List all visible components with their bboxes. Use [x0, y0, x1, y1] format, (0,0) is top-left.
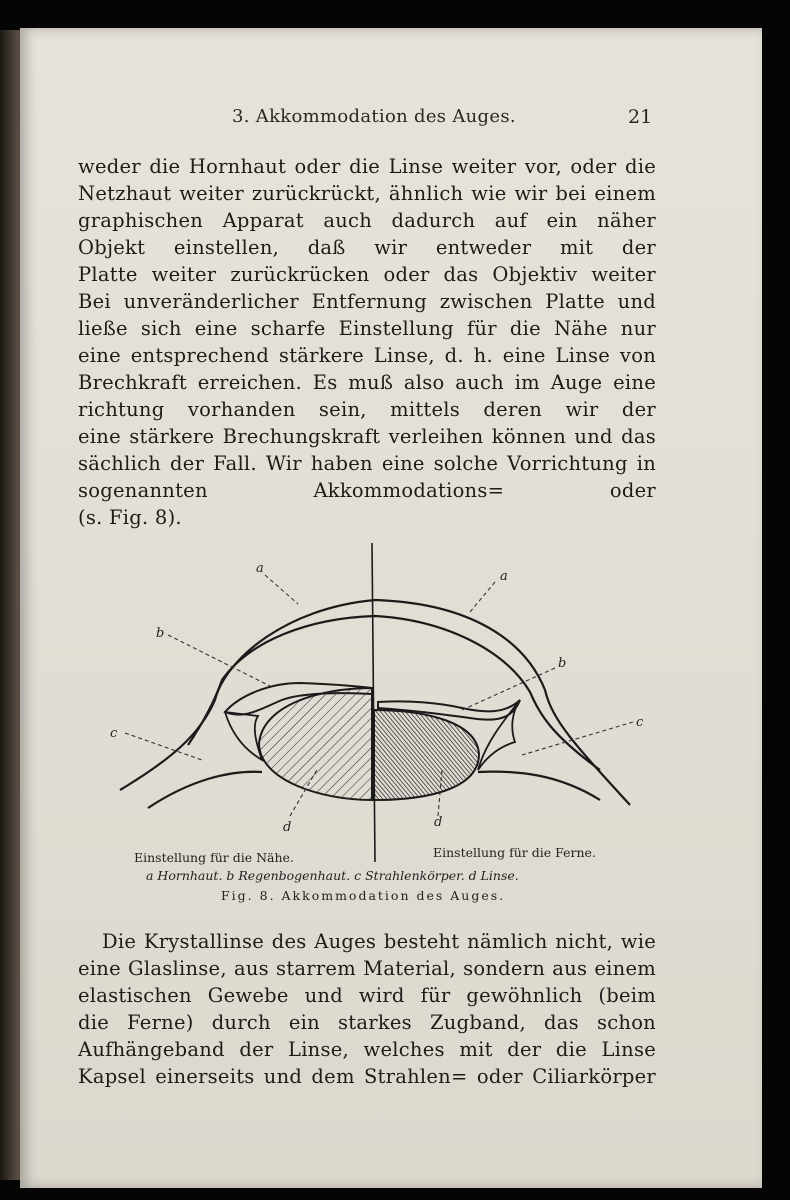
text-line: Objekt einstellen, daß wir entweder mit der: [78, 236, 656, 259]
text-line: Netzhaut weiter zurückrückt, ähnlich wie wir bei einem: [78, 182, 656, 205]
figure-title: Fig. 8. Akkommodation des Auges.: [221, 888, 506, 903]
caption-far-focus: Einstellung für die Ferne.: [433, 845, 596, 860]
caption-near-focus: Einstellung für die Nähe.: [134, 850, 294, 865]
text-line: ließe sich eine scharfe Einstellung für die Nähe nur: [78, 317, 656, 340]
leader-a-left: [265, 575, 298, 604]
text-line: eine stärkere Brechungskraft verleihen können und das: [78, 425, 656, 448]
label-b-right: b: [558, 656, 567, 671]
text-line: Die Krystallinse des Auges besteht nämlich nicht, wie: [102, 930, 656, 953]
text-line: Platte weiter zurückrücken oder das Objektiv weiter: [78, 263, 656, 286]
label-d-left: d: [283, 820, 292, 835]
leader-b-left: [168, 635, 270, 686]
text-line: graphischen Apparat auch dadurch auf ein näher: [78, 209, 656, 232]
text-line: Aufhängeband der Linse, welches mit der die Linse: [78, 1038, 656, 1061]
leader-a-right: [470, 582, 495, 612]
text-line: sächlich der Fall. Wir haben eine solche Vorrichtung in: [78, 452, 656, 475]
label-c-right: c: [636, 715, 644, 730]
label-b-left: b: [156, 626, 165, 641]
page-number: 21: [628, 106, 653, 128]
label-a-left: a: [256, 561, 264, 576]
text-line: elastischen Gewebe und wird für gewöhnlich (beim: [78, 984, 656, 1007]
text-line: (s. Fig. 8).: [78, 506, 182, 529]
running-header-title: 3. Akkommodation des Auges.: [232, 106, 516, 127]
lens-near-half: [259, 688, 372, 800]
sclera-lower-line: [148, 772, 262, 808]
leader-b-right: [462, 668, 555, 710]
text-line: Bei unveränderlicher Entfernung zwischen Platte und: [78, 290, 656, 313]
figure-legend: a Hornhaut. b Regenbogenhaut. c Strahlenkörper. d Linse.: [146, 868, 519, 883]
text-line: Brechkraft erreichen. Es muß also auch im Auge eine: [78, 371, 656, 394]
leader-c-right: [522, 722, 633, 755]
lens-far-half: [374, 710, 479, 800]
label-a-right: a: [500, 569, 508, 584]
text-line: weder die Hornhaut oder die Linse weiter vor, oder die: [78, 155, 656, 178]
ciliary-body-left: [225, 712, 262, 760]
text-line: die Ferne) durch ein starkes Zugband, das schon: [78, 1011, 656, 1034]
text-line: richtung vorhanden sein, mittels deren wir der: [78, 398, 656, 421]
text-line: Kapsel einerseits und dem Strahlen= oder Ciliarkörper: [78, 1065, 656, 1088]
text-line: eine Glaslinse, aus starrem Material, sondern aus einem: [78, 957, 656, 980]
label-c-left: c: [110, 726, 118, 741]
label-d-right: d: [434, 815, 443, 830]
text-line: eine entsprechend stärkere Linse, d. h. eine Linse von: [78, 344, 656, 367]
text-line: sogenannten Akkommodations= oder: [78, 479, 656, 502]
